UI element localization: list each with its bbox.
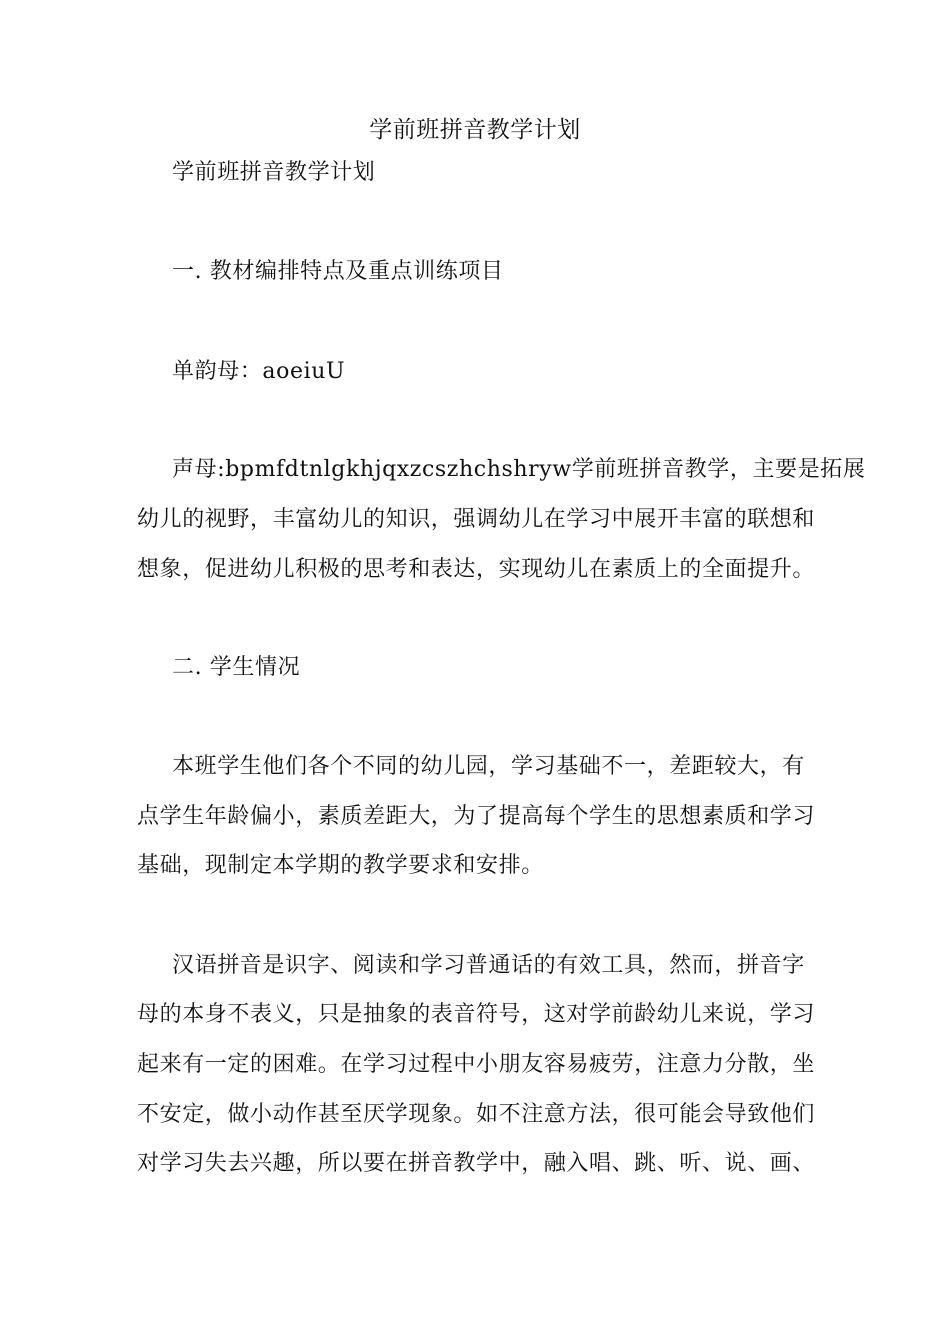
paragraph-2-line-3: 基础，现制定本学期的教学要求和安排。 — [137, 853, 544, 878]
paragraph-1-line-1: 声母:bpmfdtnlgkhjqxzcszhchshryw学前班拼音教学，主要是拓展 — [172, 457, 866, 482]
paragraph-1-line-2: 幼儿的视野，丰富幼儿的知识，强调幼儿在学习中展开丰富的联想和 — [137, 507, 816, 532]
paragraph-2-line-1: 本班学生他们各个不同的幼儿园，学习基础不一，差距较大，有 — [172, 754, 805, 779]
paragraph-2-line-2: 点学生年龄偏小，素质差距大，为了提高每个学生的思想素质和学习 — [137, 804, 816, 829]
paragraph-1-line-3: 想象，促进幼儿积极的思考和表达，实现幼儿在素质上的全面提升。 — [137, 557, 816, 582]
paragraph-3-line-5: 对学习失去兴趣，所以要在拼音教学中，融入唱、跳、听、说、画、 — [137, 1151, 816, 1176]
document-title: 学前班拼音教学计划 — [369, 117, 581, 143]
section-heading-1: 一. 教材编排特点及重点训练项目 — [172, 259, 504, 284]
paragraph-3-line-4: 不安定，做小动作甚至厌学现象。如不注意方法，很可能会导致他们 — [137, 1102, 816, 1127]
section-heading-2: 二. 学生情况 — [172, 655, 301, 680]
paragraph-3-line-2: 母的本身不表义，只是抽象的表音符号，这对学前龄幼儿来说，学习 — [137, 1002, 816, 1027]
document-subtitle: 学前班拼音教学计划 — [172, 160, 376, 185]
paragraph-3-line-1: 汉语拼音是识字、阅读和学习普通话的有效工具，然而，拼音字 — [172, 953, 805, 978]
vowels-line: 单韵母：aoeiuU — [172, 359, 346, 384]
paragraph-3-line-3: 起来有一定的困难。在学习过程中小朋友容易疲劳，注意力分散，坐 — [137, 1052, 816, 1077]
